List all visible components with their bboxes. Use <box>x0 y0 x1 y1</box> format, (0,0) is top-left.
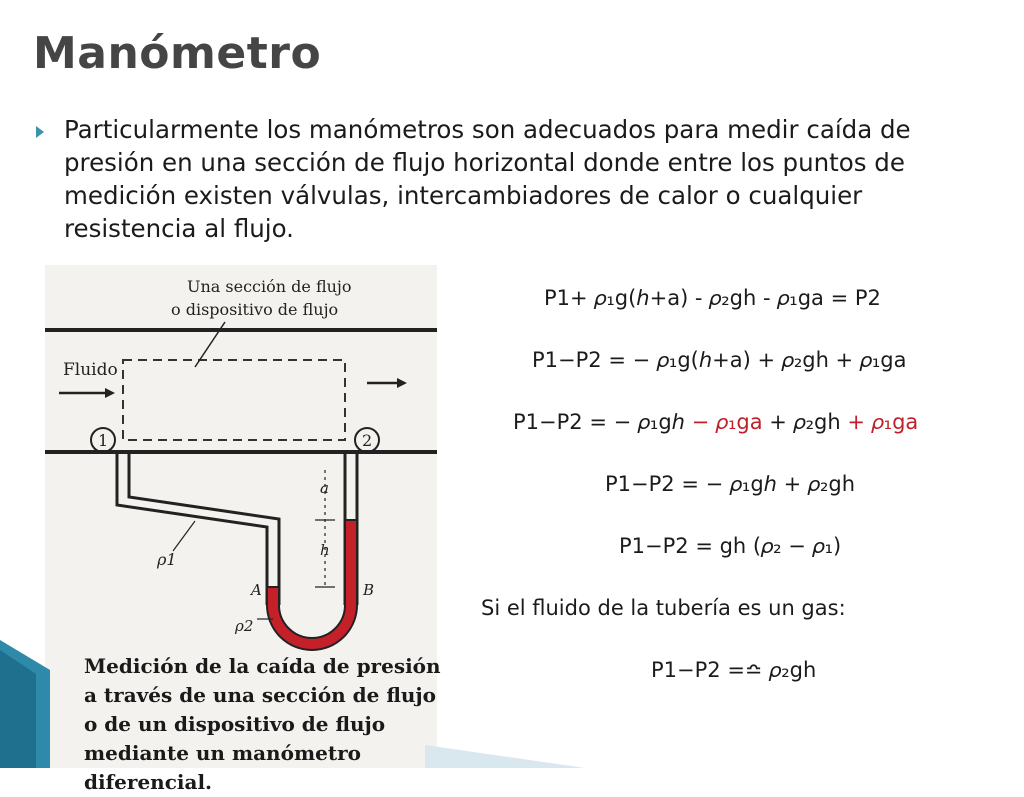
corner-decoration-left <box>0 640 50 768</box>
equation-3-part-a: P1−P2 = − 𝜌₁gℎ <box>513 410 692 434</box>
label-rho2: ρ2 <box>235 617 254 635</box>
equation-2: P1−P2 = − 𝜌₁g(ℎ+a) + 𝜌₂gh + 𝜌₁ga <box>532 348 907 372</box>
point-1-label: 1 <box>98 431 109 450</box>
equation-3-red-term-1: − 𝜌₁ga <box>691 410 763 434</box>
callout-text-2: o dispositivo de flujo <box>171 300 339 319</box>
slide-title: Manómetro <box>33 28 322 79</box>
bullet-arrow-icon <box>36 126 44 138</box>
equation-3-part-b: + 𝜌₂gh <box>762 410 848 434</box>
equation-3-red-term-2: + 𝜌₁ga <box>847 410 919 434</box>
equation-3 <box>513 410 918 435</box>
gas-note: Si el fluido de la tubería es un gas: <box>481 596 846 620</box>
label-B: B <box>363 581 375 599</box>
fluid-label: Fluido <box>63 360 118 380</box>
equation-1: P1+ 𝜌₁g(ℎ+a) - 𝜌₂gh - 𝜌₁ga = P2 <box>544 286 881 310</box>
equation-6: P1−P2 =≏ 𝜌₂gh <box>651 658 817 682</box>
label-a: a <box>320 479 329 497</box>
figure-caption: Medición de la caída de presión a través de una sección de flujo o de un dispositivo de flujo mediante un manómetro diferencial. <box>84 654 441 794</box>
equation-4: P1−P2 = − 𝜌₁gℎ + 𝜌₂gh <box>605 472 856 496</box>
corner-decoration-right <box>425 735 585 768</box>
label-rho1: ρ1 <box>157 550 177 569</box>
equation-5: P1−P2 = gh (𝜌₂ − 𝜌₁) <box>619 534 842 558</box>
bullet-text: Particularmente los manómetros son adecuados para medir caída de presión en una sección de flujo horizontal donde entre los puntos de medición existen válvulas, intercambiadores de calor o cualquier resistencia al flujo. <box>64 115 911 243</box>
point-2-label: 2 <box>362 431 373 450</box>
label-h: h <box>320 541 330 559</box>
label-A: A <box>251 581 262 599</box>
callout-text-1: Una sección de flujo <box>187 277 352 296</box>
